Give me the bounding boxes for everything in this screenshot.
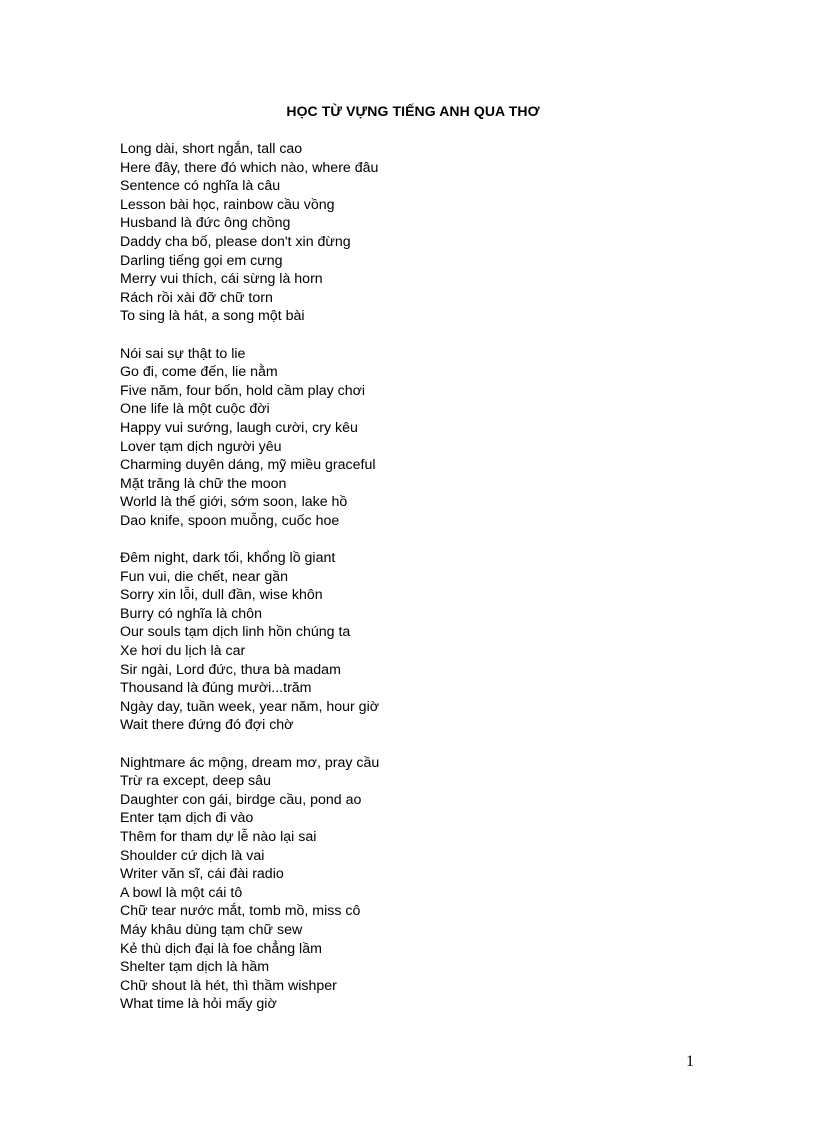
poem-line: Enter tạm dịch đi vào — [120, 810, 254, 827]
poem-line: Mặt trăng là chữ the moon — [120, 475, 287, 492]
poem-line: Sentence có nghĩa là câu — [120, 178, 281, 195]
poem-line: Husband là đức ông chồng — [120, 215, 291, 232]
poem-line: Sorry xin lỗi, dull đần, wise khôn — [120, 587, 323, 604]
poem-line: Máy khâu dùng tạm chữ sew — [120, 921, 303, 938]
poem-line: Long dài, short ngắn, tall cao — [120, 141, 303, 157]
poem-line: Dao knife, spoon muỗng, cuốc hoe — [120, 512, 340, 529]
poem-line: Lesson bài học, rainbow cầu vồng — [120, 196, 335, 213]
poem-line: Shoulder cứ dịch là vai — [120, 847, 265, 864]
poem-line: Daddy cha bố, please don't xin đừng — [120, 233, 351, 250]
poem-line: Darling tiếng gọi em cưng — [120, 252, 283, 269]
poem-body — [120, 140, 720, 1033]
poem-line: One life là một cuộc đời — [120, 401, 270, 418]
poem-line: Sir ngài, Lord đức, thưa bà madam — [120, 661, 341, 678]
poem-line: Five năm, four bốn, hold cầm play chơi — [120, 382, 366, 399]
poem-line: Shelter tạm dịch là hầm — [120, 959, 270, 976]
poem-line: Thêm for tham dự lễ nào lại sai — [120, 828, 317, 845]
document-title: HỌC TỪ VỰNG TIẾNG ANH QUA THƠ — [286, 103, 540, 119]
poem-line: Wait there đứng đó đợi chờ — [120, 717, 294, 734]
poem-line: Daughter con gái, birdge cầu, pond ao — [120, 791, 362, 808]
poem-line: To sing là hát, a song một bài — [120, 308, 305, 325]
poem-line: Writer văn sĩ, cái đài radio — [120, 866, 284, 883]
poem-line: Lover tạm dịch người yêu — [120, 438, 282, 455]
poem-line: Go đi, come đến, lie nằm — [120, 364, 278, 381]
stanza-2 — [120, 345, 720, 531]
poem-line: Rách rồi xài đỡ chữ torn — [120, 289, 273, 306]
poem-line: Charming duyên dáng, mỹ miều graceful — [120, 457, 376, 474]
poem-line: A bowl là một cái tô — [120, 884, 243, 901]
poem-line: Burry có nghĩa là chôn — [120, 605, 262, 622]
stanza-1 — [120, 140, 720, 326]
poem-line: Thousand là đúng mười...trăm — [120, 680, 312, 697]
poem-line: Đêm night, dark tối, khổng lồ giant — [120, 550, 336, 567]
poem-line: Kẻ thù dịch đại là foe chẳng lầm — [120, 940, 322, 957]
poem-line: Merry vui thích, cái sừng là horn — [120, 271, 323, 288]
poem-line: Chữ shout là hét, thì thầm wishper — [120, 977, 337, 994]
poem-line: World là thế giới, sớm soon, lake hồ — [120, 494, 348, 511]
poem-line: Xe hơi du lịch là car — [120, 643, 246, 660]
poem-line: Our souls tạm dịch linh hồn chúng ta — [120, 624, 351, 641]
poem-line: Nói sai sự thật to lie — [120, 345, 246, 362]
poem-line: Chữ tear nước mắt, tomb mồ, miss cô — [120, 903, 361, 920]
stanza-4 — [120, 754, 720, 1014]
poem-line: Here đây, there đó which nào, where đâu — [120, 159, 379, 176]
poem-line: Ngày day, tuần week, year năm, hour giờ — [120, 698, 380, 715]
page-number: 1 — [686, 1053, 694, 1070]
poem-line: What time là hỏi mấy giờ — [120, 996, 277, 1013]
poem-line: Happy vui sướng, laugh cười, cry kêu — [120, 419, 358, 436]
poem-line: Trừ ra except, deep sâu — [120, 773, 271, 790]
poem-line: Nightmare ác mộng, dream mơ, pray cầu — [120, 754, 380, 771]
stanza-3 — [120, 549, 720, 735]
poem-line: Fun vui, die chết, near gần — [120, 568, 288, 585]
